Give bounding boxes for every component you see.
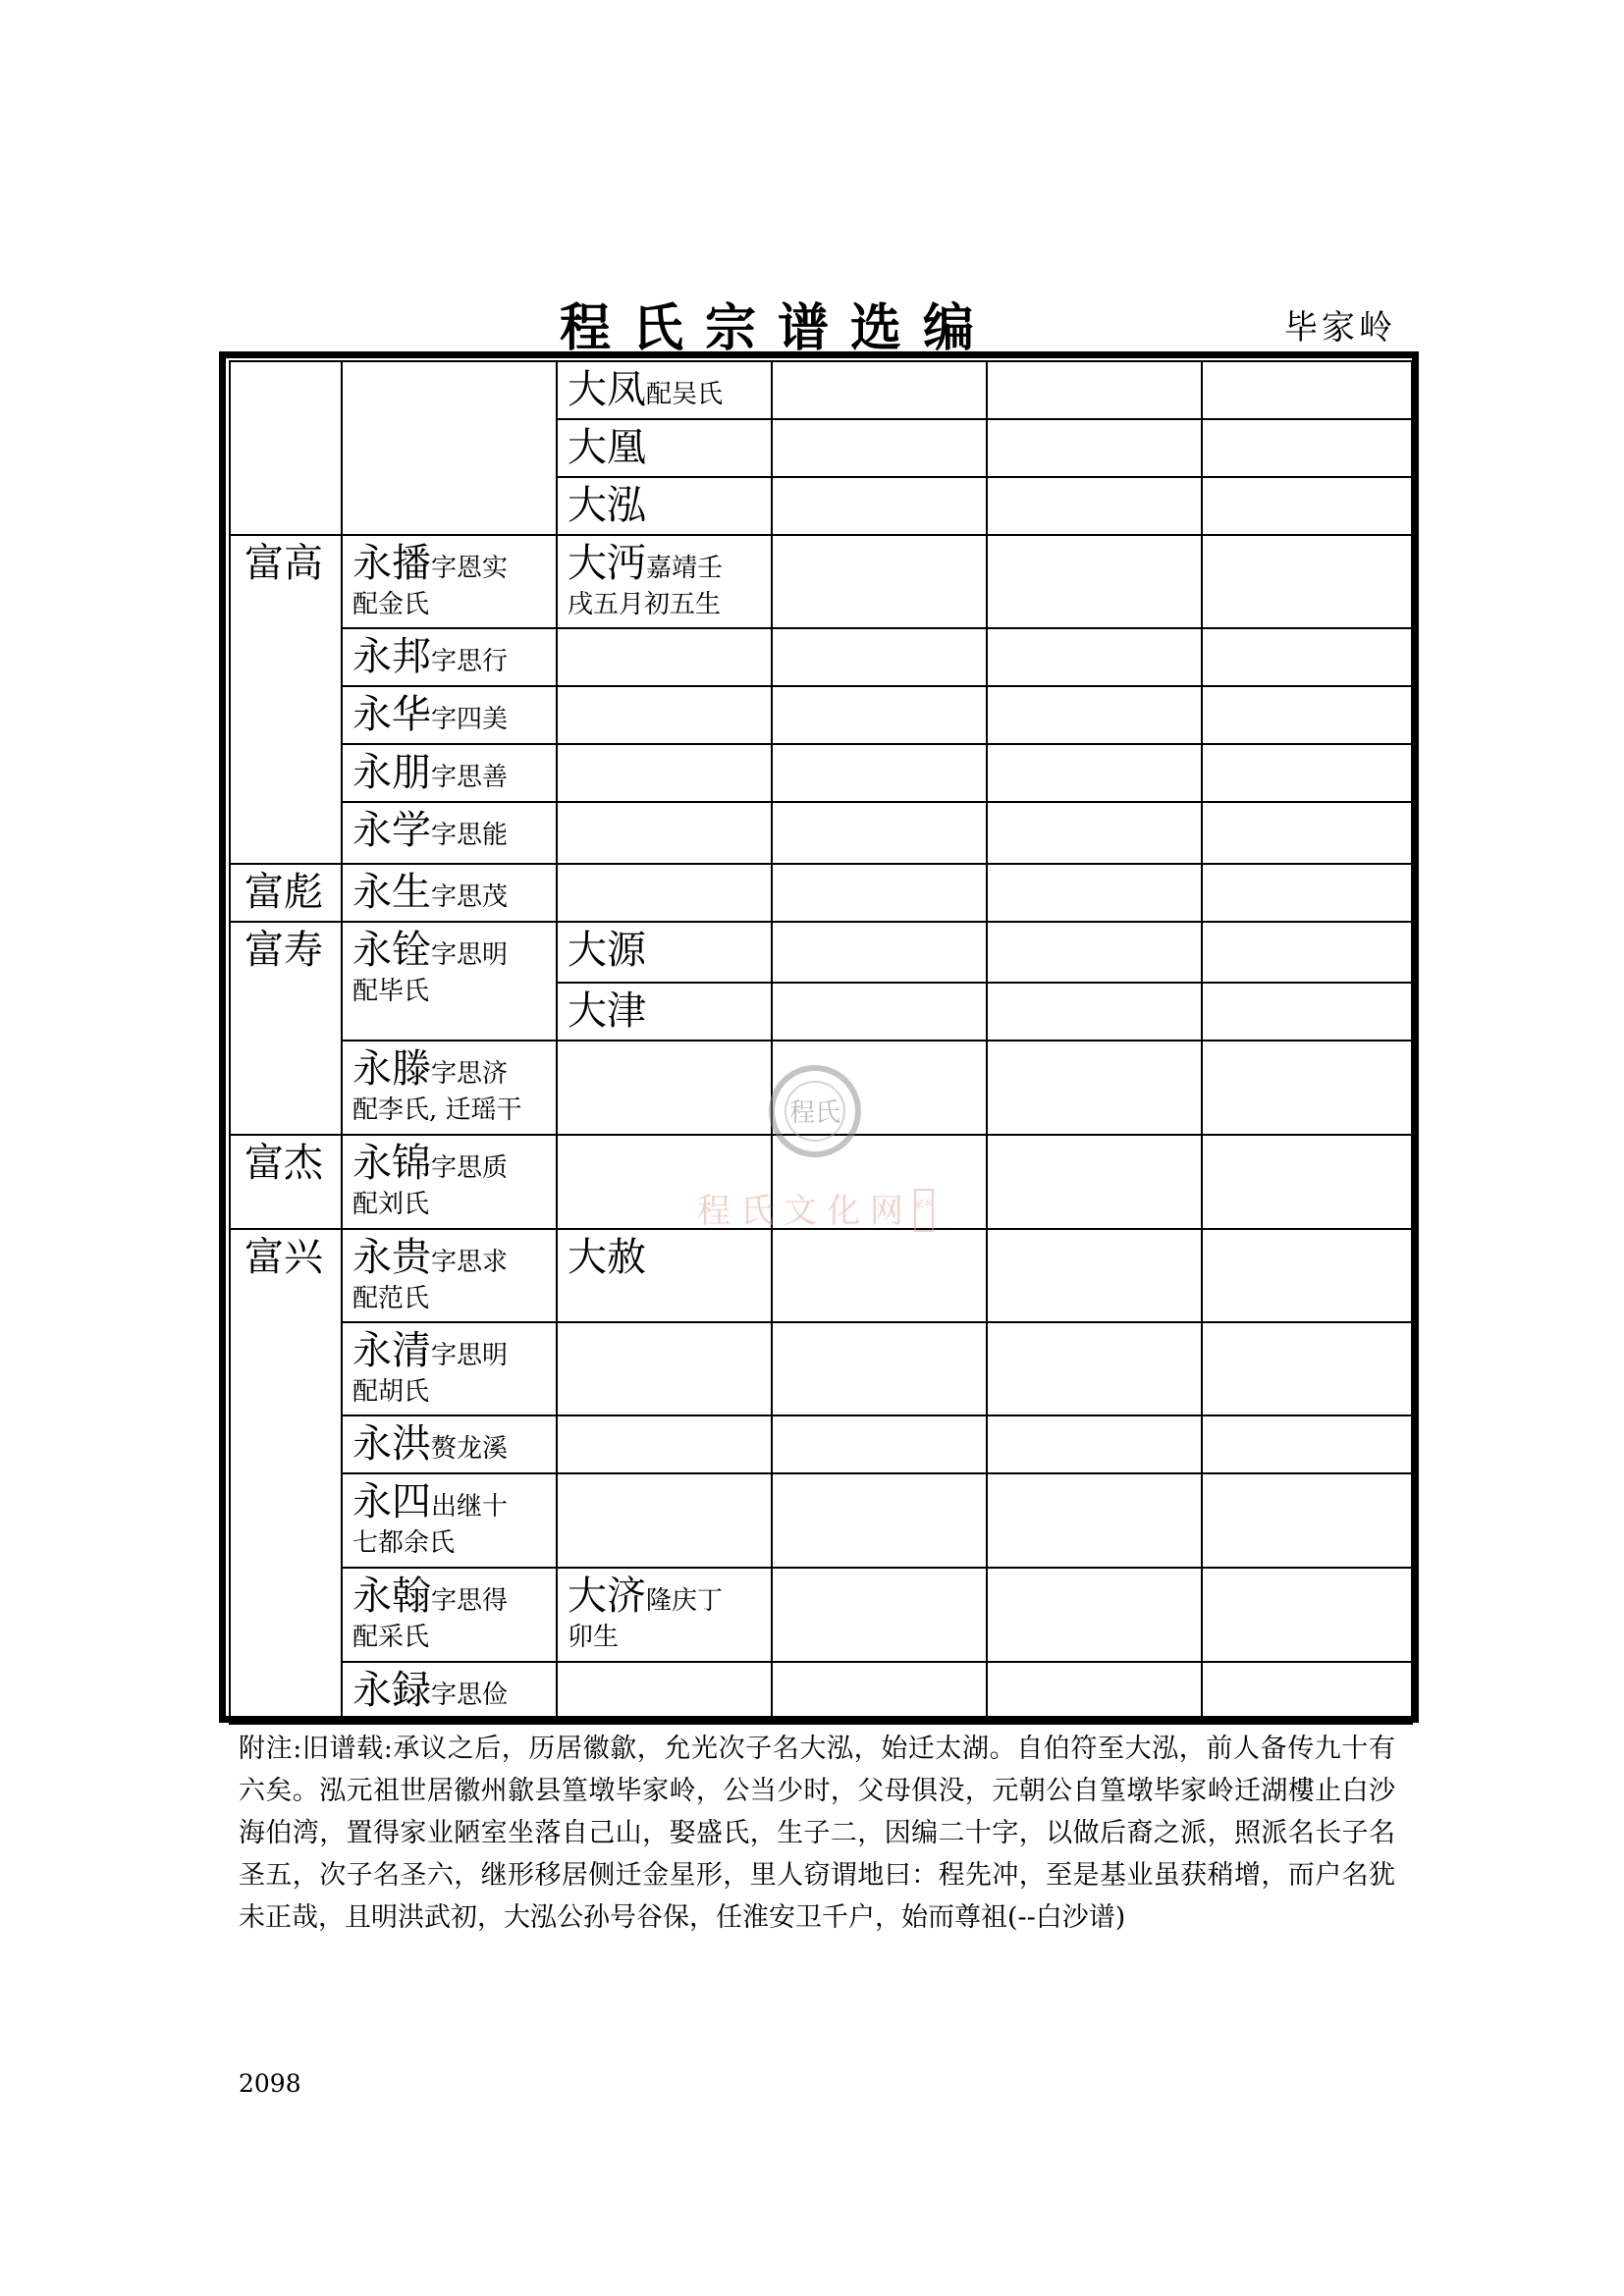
empty-cell <box>772 1322 987 1415</box>
empty-cell <box>1202 1473 1412 1568</box>
person-name: 富彪 <box>244 870 323 915</box>
empty-cell <box>987 686 1202 744</box>
gen3-cell <box>557 419 772 477</box>
empty-cell <box>772 1662 987 1724</box>
empty-cell <box>772 983 987 1041</box>
gen2-cell <box>342 744 557 802</box>
gen3-cell <box>557 983 772 1041</box>
gen2-cell <box>342 535 557 628</box>
gen2-cell <box>342 864 557 922</box>
watermark-logo <box>687 1060 943 1247</box>
person-name: 永贵 <box>352 1235 431 1280</box>
empty-cell <box>987 361 1202 419</box>
person-note: 字思茂 <box>431 882 509 912</box>
place-label: 毕家岭 <box>1284 308 1396 347</box>
empty-cell <box>987 1662 1202 1724</box>
person-name: 永铨 <box>352 928 431 973</box>
table-row <box>230 802 1412 864</box>
empty-cell <box>1202 1229 1412 1322</box>
person-name: 永锦 <box>352 1141 431 1186</box>
empty-cell <box>987 1322 1202 1415</box>
gen3-cell <box>557 864 772 922</box>
genealogy-table <box>229 360 1413 1725</box>
person-name: 永播 <box>352 541 431 586</box>
empty-cell <box>1202 1662 1412 1724</box>
person-note: 字四美 <box>431 705 509 734</box>
empty-cell <box>1202 983 1412 1041</box>
person-name: 富高 <box>244 541 323 586</box>
person-name: 大凰 <box>568 425 646 470</box>
person-note-line2: 七都余氏 <box>352 1528 456 1558</box>
empty-cell <box>1202 1135 1412 1229</box>
person-note-line2: 配刘氏 <box>352 1190 430 1219</box>
table-row <box>230 864 1412 922</box>
person-note: 字思质 <box>431 1153 509 1183</box>
empty-cell <box>987 628 1202 686</box>
person-name: 大赦 <box>568 1235 646 1280</box>
person-name: 永清 <box>352 1328 431 1373</box>
gen2-cell <box>342 1662 557 1724</box>
person-note: 字恩实 <box>431 554 509 583</box>
empty-cell <box>772 1415 987 1473</box>
person-note: 字思行 <box>431 647 509 676</box>
footnote: 附注:旧谱载:承议之后，历居徽歙，允光次子名大泓，始迁太湖。自伯符至大泓，前人备传九十有六矣。泓元祖世居徽州歙县篁墩毕家岭，公当少时，父母俱没，元朝公自篁墩毕家岭迁湖樓止白沙海伯湾，置得家业陋室坐落自己山，娶盛氏，生子二，因编二十字，以做后裔之派，照派名长子名圣五，次子名圣六，继形移居侧迁金星形，里人窃谓地曰：程先冲，至是基业虽获稍增，而户名犹未正哉，且明洪武初，大泓公孙号谷保，任淮安卫千户，始而尊祖(--白沙谱) <box>239 1734 1395 1933</box>
gen3-cell <box>557 1568 772 1662</box>
person-note: 出继十 <box>431 1492 509 1522</box>
gen3-cell <box>557 361 772 419</box>
person-note-line2: 戌五月初五生 <box>568 590 722 619</box>
gen2-cell <box>342 1041 557 1135</box>
person-name: 永洪 <box>352 1421 431 1467</box>
person-note: 配吴氏 <box>646 380 724 409</box>
empty-cell <box>1202 628 1412 686</box>
empty-cell <box>987 864 1202 922</box>
empty-cell <box>772 361 987 419</box>
person-note-line2: 配毕氏 <box>352 977 430 1006</box>
empty-cell <box>772 628 987 686</box>
person-note: 字思俭 <box>431 1681 509 1710</box>
empty-cell <box>987 477 1202 535</box>
empty-cell <box>987 802 1202 864</box>
person-name: 大津 <box>568 988 646 1034</box>
person-name: 永滕 <box>352 1046 431 1092</box>
table-row <box>230 361 1412 419</box>
person-name: 永邦 <box>352 634 431 679</box>
gen1-cell <box>230 1229 342 1724</box>
gen2-cell <box>342 1229 557 1322</box>
empty-cell <box>1202 1568 1412 1662</box>
empty-cell <box>1202 802 1412 864</box>
person-name: 大沔 <box>568 541 646 586</box>
person-name: 永朋 <box>352 750 431 795</box>
empty-cell <box>987 1135 1202 1229</box>
person-note-line2: 配范氏 <box>352 1284 430 1313</box>
empty-cell <box>1202 686 1412 744</box>
person-note: 字思能 <box>431 821 509 850</box>
empty-cell <box>987 922 1202 983</box>
person-note: 字思济 <box>431 1059 509 1089</box>
person-note: 字思善 <box>431 763 509 792</box>
empty-cell <box>772 419 987 477</box>
empty-cell <box>987 535 1202 628</box>
empty-cell <box>987 419 1202 477</box>
gen3-cell <box>557 628 772 686</box>
empty-cell <box>772 802 987 864</box>
table-row <box>230 922 1412 983</box>
person-name: 大凤 <box>568 367 646 412</box>
person-note: 字思求 <box>431 1248 509 1277</box>
empty-cell <box>772 477 987 535</box>
person-note: 嘉靖壬 <box>646 554 724 583</box>
person-name: 永华 <box>352 692 431 737</box>
empty-cell <box>987 1473 1202 1568</box>
table-row <box>230 1568 1412 1662</box>
person-note: 赘龙溪 <box>431 1434 509 1464</box>
empty-cell <box>1202 864 1412 922</box>
table-row <box>230 1662 1412 1724</box>
table-row <box>230 744 1412 802</box>
gen3-cell <box>557 1415 772 1473</box>
empty-cell <box>1202 922 1412 983</box>
gen2-cell <box>342 686 557 744</box>
person-note: 字思明 <box>431 1341 509 1370</box>
empty-cell <box>1202 1415 1412 1473</box>
empty-cell <box>987 1568 1202 1662</box>
empty-cell <box>1202 535 1412 628</box>
person-note-line2: 配胡氏 <box>352 1377 430 1407</box>
gen3-cell <box>557 1473 772 1568</box>
gen3-cell <box>557 922 772 983</box>
gen1-cell <box>230 361 342 535</box>
person-note-line2: 配金氏 <box>352 590 430 619</box>
page-number: 2098 <box>239 2069 301 2098</box>
watermark-seal-text: 程氏 <box>788 1098 841 1128</box>
person-name: 永生 <box>352 870 431 915</box>
person-name: 大源 <box>568 928 646 973</box>
table-row <box>230 1473 1412 1568</box>
gen2-cell <box>342 1473 557 1568</box>
person-name: 大济 <box>568 1574 646 1619</box>
gen2-cell <box>342 361 557 535</box>
person-name: 永学 <box>352 808 431 853</box>
empty-cell <box>772 1473 987 1568</box>
gen3-cell <box>557 477 772 535</box>
gen2-cell <box>342 802 557 864</box>
gen2-cell <box>342 922 557 1041</box>
person-name: 富寿 <box>244 928 323 973</box>
empty-cell <box>987 1415 1202 1473</box>
empty-cell <box>987 744 1202 802</box>
page-title: 程氏宗谱选编 <box>560 298 997 358</box>
empty-cell <box>1202 477 1412 535</box>
person-name: 永翰 <box>352 1574 431 1619</box>
table-row <box>230 535 1412 628</box>
empty-cell <box>987 1229 1202 1322</box>
person-name: 富兴 <box>244 1235 323 1280</box>
table-row <box>230 628 1412 686</box>
gen2-cell <box>342 628 557 686</box>
person-note-line2: 配李氏, 迁瑶干 <box>352 1095 522 1125</box>
empty-cell <box>772 1568 987 1662</box>
person-name: 富杰 <box>244 1141 323 1186</box>
gen2-cell <box>342 1322 557 1415</box>
watermark-side-text: 家乡 <box>913 1198 935 1210</box>
empty-cell <box>1202 744 1412 802</box>
gen2-cell <box>342 1415 557 1473</box>
person-note-line2: 配采氏 <box>352 1623 430 1652</box>
empty-cell <box>987 1041 1202 1135</box>
gen3-cell <box>557 1322 772 1415</box>
empty-cell <box>772 922 987 983</box>
empty-cell <box>772 864 987 922</box>
person-note: 字思明 <box>431 940 509 970</box>
gen2-cell <box>342 1568 557 1662</box>
table-row <box>230 1415 1412 1473</box>
person-name: 永四 <box>352 1479 431 1524</box>
table-row <box>230 686 1412 744</box>
empty-cell <box>1202 1041 1412 1135</box>
empty-cell <box>772 686 987 744</box>
gen3-cell <box>557 802 772 864</box>
person-note: 隆庆丁 <box>646 1586 724 1616</box>
person-note-line2: 卯生 <box>568 1623 620 1652</box>
watermark-site-text: 程氏文化网 <box>697 1192 913 1231</box>
gen3-cell <box>557 535 772 628</box>
gen1-cell <box>230 535 342 864</box>
empty-cell <box>987 983 1202 1041</box>
gen1-cell <box>230 864 342 922</box>
gen1-cell <box>230 1135 342 1229</box>
empty-cell <box>1202 361 1412 419</box>
person-name: 永録 <box>352 1668 431 1713</box>
gen1-cell <box>230 922 342 1135</box>
empty-cell <box>1202 1322 1412 1415</box>
person-name: 大泓 <box>568 483 646 528</box>
person-note: 字思得 <box>431 1586 509 1616</box>
empty-cell <box>772 535 987 628</box>
gen3-cell <box>557 686 772 744</box>
empty-cell <box>1202 419 1412 477</box>
gen2-cell <box>342 1135 557 1229</box>
table-row <box>230 1322 1412 1415</box>
empty-cell <box>772 744 987 802</box>
gen3-cell <box>557 1662 772 1724</box>
gen3-cell <box>557 744 772 802</box>
